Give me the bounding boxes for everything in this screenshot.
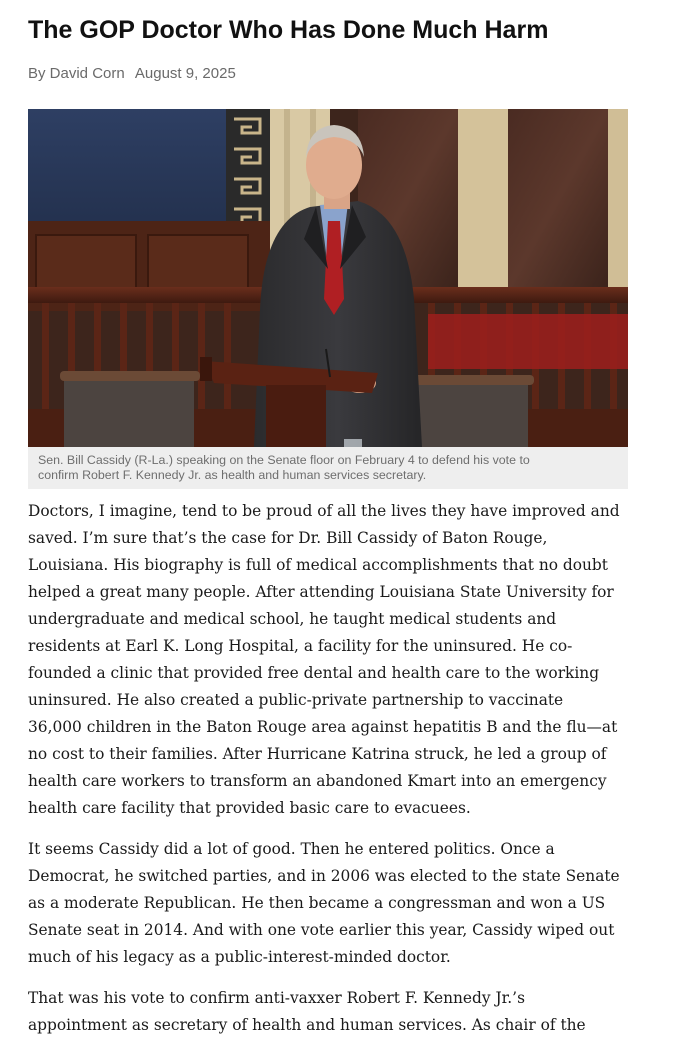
paragraph-line: health care workers to transform an abandoned Kmart into an emergency (28, 772, 607, 790)
article-body (28, 498, 652, 1053)
publish-date: August 9, 2025 (134, 65, 236, 82)
paragraph-line: appointment as secretary of health and human services. As chair of the (28, 1016, 586, 1034)
paragraph-line: 36,000 children in the Baton Rouge area against hepatitis B and the flu—at (28, 718, 618, 736)
caption-line: Sen. Bill Cassidy (R-La.) speaking on the Senate floor on February 4 to defend his vote to (38, 453, 530, 467)
byline (28, 64, 236, 84)
paragraph-line: undergraduate and medical school, he taught medical students and (28, 610, 557, 628)
paragraph-line: founded a clinic that provided free dental and health care to the working (28, 664, 600, 682)
article-paragraph (28, 985, 652, 1039)
article-headline: The GOP Doctor Who Has Done Much Harm (28, 16, 549, 44)
paragraph-line: uninsured. He also created a public-private partnership to vaccinate (28, 691, 564, 709)
paragraph-line: It seems Cassidy did a lot of good. Then he entered politics. Once a (28, 840, 555, 858)
paragraph-line: Democrat, he switched parties, and in 2006 was elected to the state Senate (28, 867, 620, 885)
paragraph-line: Louisiana. His biography is full of medical accomplishments that no doubt (28, 556, 608, 574)
paragraph-line: saved. I’m sure that’s the case for Dr. Bill Cassidy of Baton Rouge, (28, 529, 548, 547)
author-name[interactable]: By David Corn (28, 65, 125, 82)
senate-floor-photo (28, 109, 628, 447)
paragraph-line: much of his legacy as a public-interest-minded doctor. (28, 948, 451, 966)
paragraph-line: residents at Earl K. Long Hospital, a facility for the uninsured. He co- (28, 637, 573, 655)
caption-line: confirm Robert F. Kennedy Jr. as health and human services secretary. (38, 468, 427, 482)
photo-caption (38, 453, 618, 483)
paragraph-line: Doctors, I imagine, tend to be proud of all the lives they have improved and (28, 502, 620, 520)
photo-caption-box (28, 447, 628, 489)
article-photo (28, 109, 628, 447)
article-paragraph (28, 836, 652, 971)
article-paragraph (28, 498, 652, 822)
paragraph-line: That was his vote to confirm anti-vaxxer Robert F. Kennedy Jr.’s (28, 989, 525, 1007)
paragraph-line: as a moderate Republican. He then became a congressman and won a US (28, 894, 606, 912)
paragraph-line: helped a great many people. After attending Louisiana State University for (28, 583, 614, 601)
paragraph-line: no cost to their families. After Hurricane Katrina struck, he led a group of (28, 745, 607, 763)
paragraph-line: health care facility that provided basic care to evacuees. (28, 799, 471, 817)
paragraph-line: Senate seat in 2014. And with one vote earlier this year, Cassidy wiped out (28, 921, 615, 939)
